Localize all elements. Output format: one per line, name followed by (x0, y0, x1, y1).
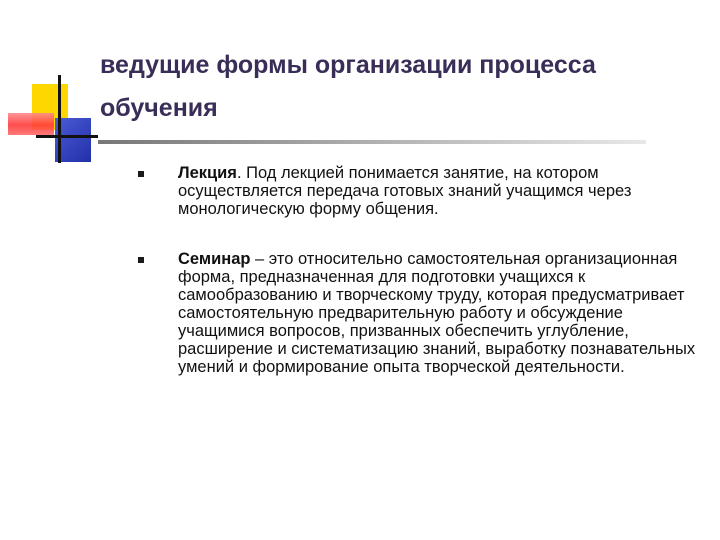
bullet-text: . Под лекцией понимается занятие, на котором осуществляется передача готовых знаний учащимся через монологическую форму общения. (178, 164, 632, 218)
bullet-text: – это относительно самостоятельная организационная форма, предназначенная для подготовки учащихся к самообразованию и творческому труду, которая предусматривает самостоятельную предварительную работу и обсуждение учащимися вопросов, призванных обеспечить углубление, расширение и систематизацию знаний, выработку познавательных умений и формирование опыта творческой деятельности. (178, 250, 696, 376)
bullet-term: Лекция (178, 164, 237, 182)
bullet-list (134, 164, 704, 376)
bullet-term: Семинар (178, 250, 251, 268)
title-underline (98, 140, 646, 144)
bullet-item-seminar (134, 250, 704, 376)
logo-red-bar (8, 113, 54, 135)
square-bullet-icon (138, 171, 144, 177)
slide-title: ведущие формы организации процесса обучения (100, 51, 596, 122)
logo-horizontal-line (36, 135, 98, 138)
square-bullet-icon (138, 257, 144, 263)
bullet-item-lecture (134, 164, 704, 218)
logo-vertical-line (58, 75, 61, 163)
